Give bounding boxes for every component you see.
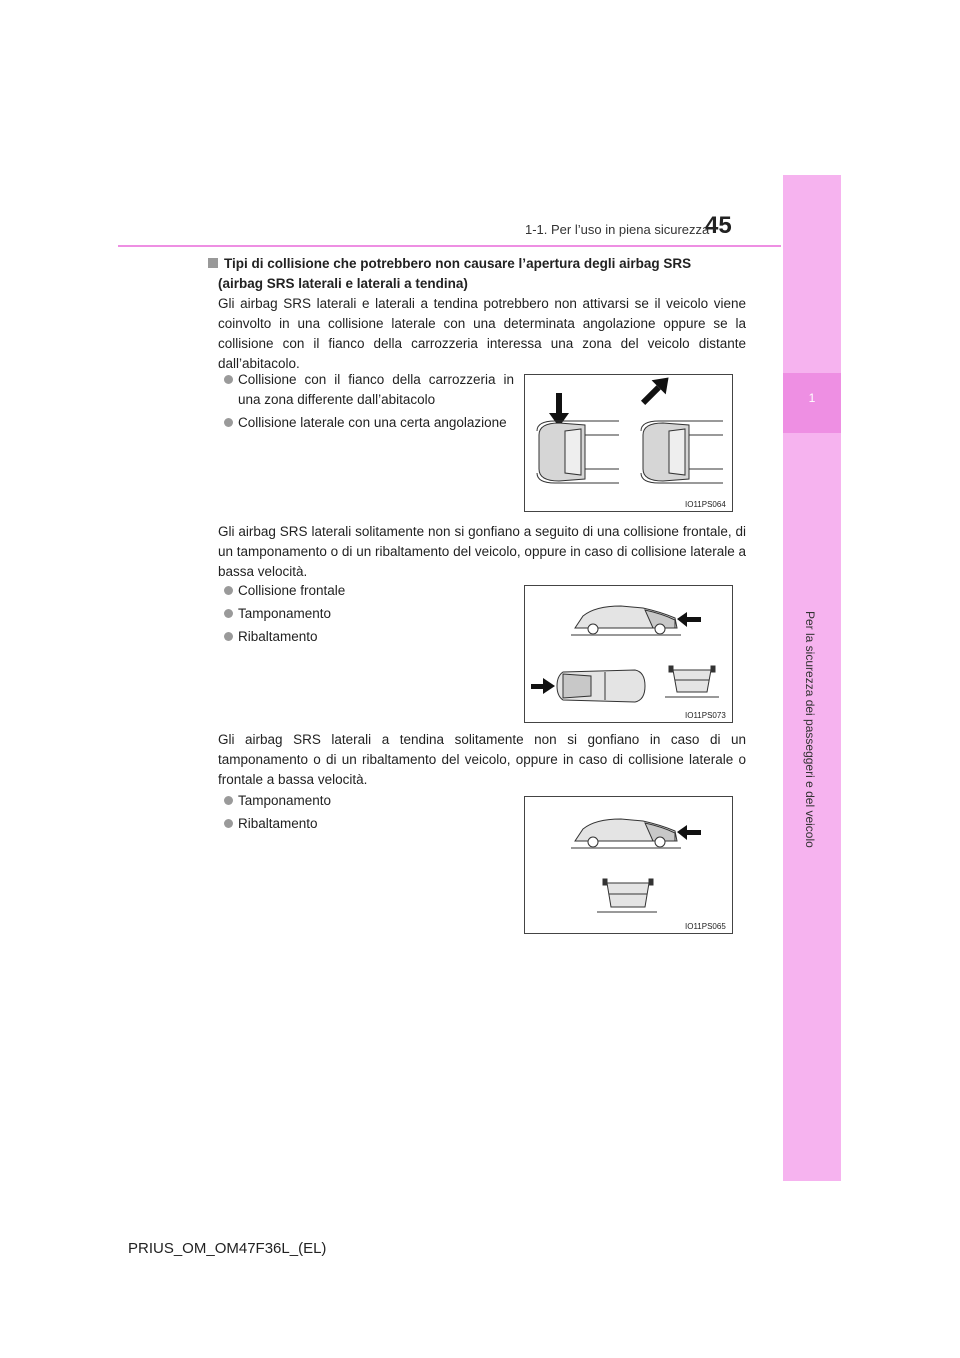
impact-arrow-icon — [531, 678, 555, 694]
figure-rear-rollover — [524, 796, 733, 934]
list-item: Ribaltamento — [224, 627, 424, 647]
list-item: Ribaltamento — [224, 814, 424, 834]
list-item: Collisione frontale — [224, 581, 424, 601]
header-divider — [118, 245, 781, 247]
section-label: 1-1. Per l’uso in piena sicurezza — [525, 222, 710, 237]
bullet-list-3 — [224, 791, 424, 837]
list-item: Tamponamento — [224, 791, 424, 811]
car-top-view-icon — [537, 421, 619, 483]
impact-arrow-icon — [677, 612, 701, 627]
figure-frontal-rear-rollover — [524, 585, 733, 723]
car-top-view-icon — [641, 421, 723, 483]
car-side-view-icon — [571, 606, 681, 636]
bullet-list-1 — [224, 370, 514, 436]
figure-code: IO11PS064 — [685, 500, 726, 509]
car-rollover-icon — [597, 879, 657, 913]
bullet-list-2 — [224, 581, 424, 650]
impact-arrow-icon — [636, 375, 676, 410]
car-top-view-icon — [557, 670, 645, 702]
heading-line-1: Tipi di collisione che potrebbero non causare l’apertura degli airbag SRS — [224, 256, 692, 271]
paragraph-3: Gli airbag SRS laterali a tendina solitamente non si gonfiano in caso di un tamponamento o di un ribaltamento del veicolo, oppure in caso di collisione laterale o frontale a bassa velocità. — [218, 732, 746, 787]
chapter-side-tab — [783, 175, 841, 1181]
chapter-number: 1 — [808, 391, 816, 405]
document-footer: PRIUS_OM_OM47F36L_(EL) — [128, 1240, 327, 1257]
square-bullet-icon — [208, 258, 218, 268]
list-item: Collisione con il fianco della carrozzeria in una zona differente dall’abitacolo — [224, 370, 514, 410]
car-side-view-icon — [571, 819, 681, 849]
impact-arrow-icon — [549, 393, 569, 427]
figure-code: IO11PS073 — [685, 711, 726, 720]
section-heading — [208, 254, 748, 294]
heading-line-2: (airbag SRS laterali e laterali a tendina) — [218, 276, 468, 291]
chapter-title: Per la sicurezza dei passeggeri e del veicolo — [803, 611, 817, 848]
list-item: Collisione laterale con una certa angolazione — [224, 413, 514, 433]
figure-side-collision — [524, 374, 733, 512]
page-number: 45 — [705, 212, 732, 239]
car-rollover-icon — [665, 666, 719, 698]
figure-code: IO11PS065 — [685, 922, 726, 931]
paragraph-2: Gli airbag SRS laterali solitamente non si gonfiano a seguito di una collisione frontale, di un tamponamento o di un ribaltamento del veicolo, oppure in caso di collisione laterale a bassa velocità. — [218, 524, 746, 579]
impact-arrow-icon — [677, 825, 701, 840]
list-item: Tamponamento — [224, 604, 424, 624]
paragraph-1: Gli airbag SRS laterali e laterali a tendina potrebbero non attivarsi se il veicolo viene coinvolto in una collisione laterale con una determinata angolazione oppure se la collisione con il fianco della carrozzeria interessa una zona del veicolo distante dall’abitacolo. — [218, 296, 746, 371]
